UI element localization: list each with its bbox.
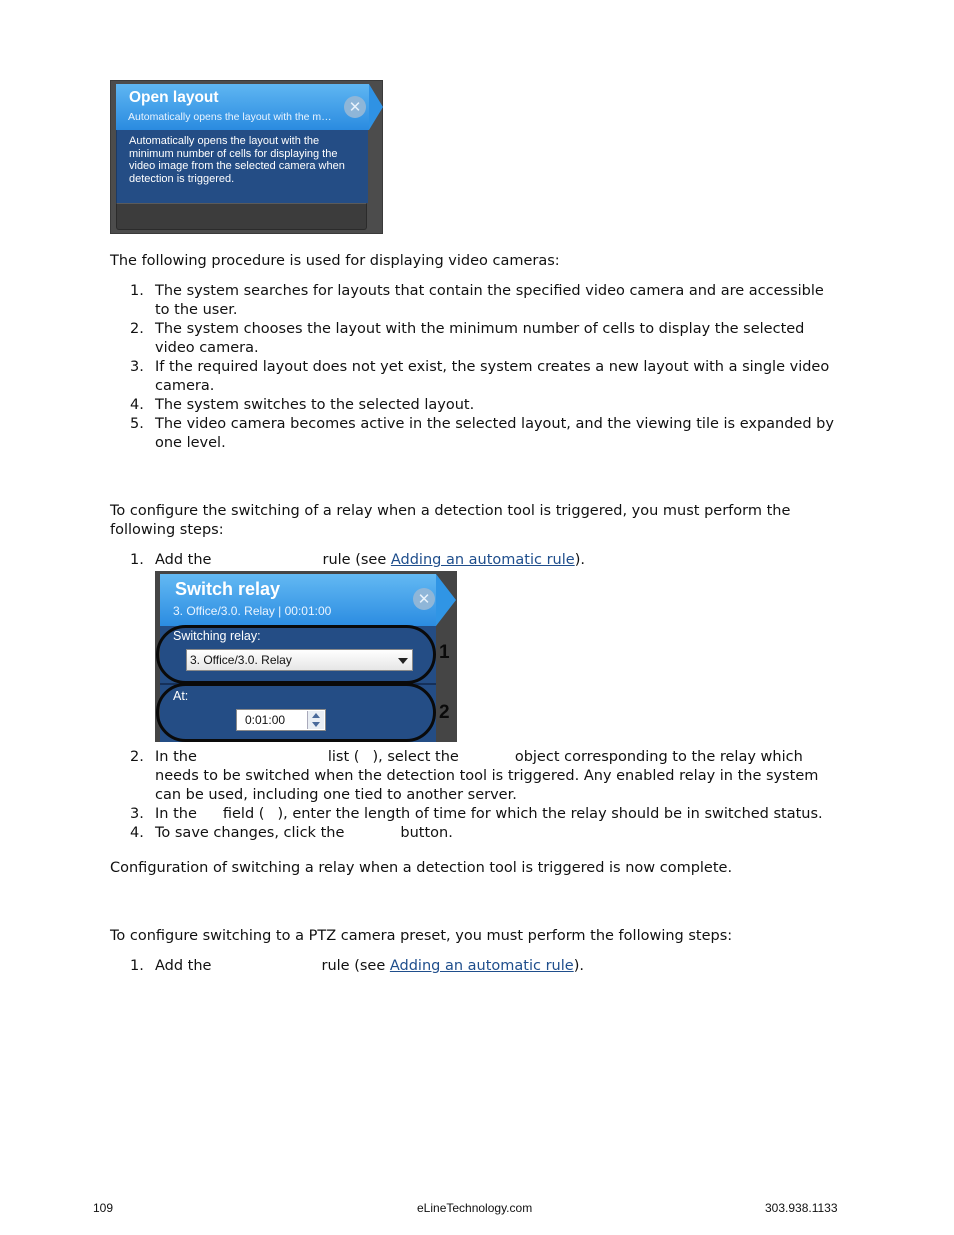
- list-number: 3.: [130, 806, 144, 822]
- open-layout-description: Automatically opens the layout with the minimum number of cells for displaying the video image from the selected camera when detection is triggered.: [129, 135, 345, 186]
- close-icon[interactable]: ✕: [344, 96, 366, 118]
- adding-automatic-rule-link[interactable]: Adding an automatic rule: [390, 552, 575, 568]
- switch-relay-header-arrow: [436, 574, 456, 626]
- list-item: [110, 824, 840, 843]
- callout-number-1: 1: [439, 642, 450, 663]
- step-text: rule (see: [322, 552, 391, 568]
- procedure-list: [110, 282, 840, 453]
- step-text: ), enter the length of time for which the relay should be in switched status.: [277, 806, 823, 822]
- step-text: list (: [327, 749, 360, 765]
- ptz-list: [110, 957, 840, 976]
- step-text: ).: [574, 552, 585, 568]
- list-number: 4.: [130, 397, 144, 413]
- relay-list-continued: [110, 748, 840, 843]
- list-item: [110, 358, 840, 396]
- list-item: [110, 748, 840, 805]
- list-item: [110, 320, 840, 358]
- time-value: 0:01:00: [245, 713, 286, 727]
- list-item: [110, 282, 840, 320]
- page-number: 109: [93, 1201, 114, 1215]
- switching-relay-label: Switching relay:: [173, 629, 261, 643]
- list-number: 1.: [130, 283, 144, 299]
- open-layout-header-arrow: [369, 84, 383, 130]
- step-text: In the: [155, 806, 197, 822]
- step-text: In the: [155, 749, 197, 765]
- list-number: 3.: [130, 359, 144, 375]
- list-number: 1.: [130, 958, 144, 974]
- list-text: The system chooses the layout with the minimum number of cells to display the selected video camera.: [155, 321, 805, 356]
- list-item: [110, 415, 840, 453]
- footer-website: eLineTechnology.com: [417, 1201, 533, 1215]
- relay-intro: To configure the switching of a relay when a detection tool is triggered, you must perform the following steps:: [110, 503, 791, 538]
- adding-automatic-rule-link[interactable]: Adding an automatic rule: [389, 958, 574, 974]
- list-item: [110, 551, 840, 570]
- ptz-intro: To configure switching to a PTZ camera preset, you must perform the following steps:: [110, 928, 733, 944]
- step-text: field (: [222, 806, 265, 822]
- switch-relay-subtitle: 3. Office/3.0. Relay | 00:01:00: [173, 604, 332, 618]
- list-number: 2.: [130, 321, 144, 337]
- list-text: The system switches to the selected layout.: [155, 397, 475, 413]
- step-text: Add the: [155, 958, 212, 974]
- open-layout-title: Open layout: [129, 89, 219, 106]
- callout-oval-2: [156, 683, 436, 742]
- footer-phone: 303.938.1133: [765, 1201, 838, 1215]
- step-text: ), select the: [372, 749, 459, 765]
- list-text: If the required layout does not yet exist, the system creates a new layout with a single video camera.: [155, 359, 830, 394]
- list-item: [110, 957, 840, 976]
- at-label: At:: [173, 689, 189, 703]
- procedure-intro: The following procedure is used for displaying video cameras:: [110, 253, 560, 269]
- list-text: The video camera becomes active in the selected layout, and the viewing tile is expanded by one level.: [155, 416, 834, 451]
- list-number: 1.: [130, 552, 144, 568]
- list-number: 4.: [130, 825, 144, 841]
- step-text: Add the: [155, 552, 212, 568]
- step-text: ).: [573, 958, 584, 974]
- list-number: 2.: [130, 749, 144, 765]
- list-item: [110, 805, 840, 824]
- selected-relay-value: 3. Office/3.0. Relay: [190, 653, 292, 667]
- step-text: To save changes, click the: [155, 825, 345, 841]
- switch-relay-title: Switch relay: [175, 579, 281, 599]
- callout-oval-1: [156, 625, 436, 684]
- relay-complete: Configuration of switching a relay when a detection tool is triggered is now complete.: [110, 860, 733, 876]
- step-text: button.: [400, 825, 453, 841]
- list-number: 5.: [130, 416, 144, 432]
- close-icon[interactable]: ✕: [413, 588, 435, 610]
- relay-list-start: [110, 551, 840, 570]
- list-text: The system searches for layouts that contain the specified video camera and are accessible to the user.: [155, 283, 824, 318]
- callout-number-2: 2: [439, 702, 450, 723]
- open-layout-subtitle: Automatically opens the layout with the m…: [128, 111, 332, 123]
- step-text: object corresponding to the relay which needs to be switched when the detection tool is triggered. Any enabled relay in the system can be used, including one tied to another server.: [155, 749, 819, 803]
- open-layout-footer: [116, 203, 367, 230]
- step-text: rule (see: [321, 958, 390, 974]
- list-item: [110, 396, 840, 415]
